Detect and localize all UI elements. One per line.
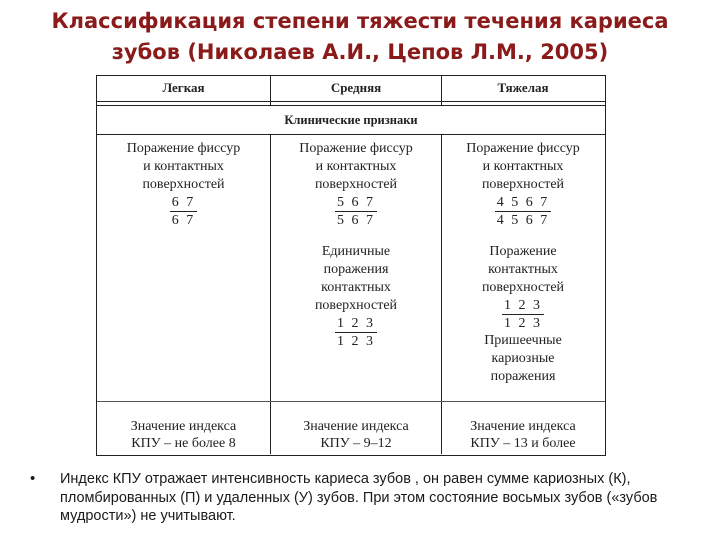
header-severe: Тяжелая (497, 80, 549, 95)
section-row (97, 106, 605, 135)
severe-index: Значение индекса КПУ – 13 и более (470, 419, 576, 451)
table-header-row (97, 76, 605, 102)
mild-cell (97, 135, 271, 401)
header-mild: Легкая (97, 76, 271, 101)
severity-table (96, 75, 606, 456)
mild-teeth-formula: $\frac{6 7}{6 7}$ (171, 195, 196, 228)
mild-index: Значение индекса КПУ – не более 8 (97, 407, 271, 454)
index-row (97, 407, 605, 454)
severe-teeth-formula-2: $\frac{1 2 3}{1 2 3}$ (504, 298, 542, 331)
section-label: Клинические признаки (284, 113, 418, 127)
clinical-signs-row (97, 135, 605, 401)
mild-lesion: Поражение фиссур и контактных поверхностей (126, 141, 241, 192)
slide-title-line-1: Классификация степени тяжести течения кариеса (51, 9, 669, 33)
severe-cell (442, 135, 604, 401)
moderate-index: Значение индекса КПУ – 9–12 (271, 407, 442, 454)
bullet-icon: • (30, 470, 36, 487)
severe-lesion: Поражение фиссур и контактных поверхностей (466, 141, 580, 192)
moderate-teeth-formula: $\frac{5 6 7}{5 6 7}$ (337, 195, 375, 228)
note-text: Индекс КПУ отражает интенсивность кариеса зубов , он равен сумме кариозных (К), пломбированных (П) и удаленных (У) зубов. При этом состояние восьмых зубов («зубов мудрости») не учитывают. (60, 471, 658, 524)
moderate-lesion-2: Единичные поражения контактных поверхностей (314, 244, 398, 313)
header-moderate: Средняя (271, 76, 442, 101)
moderate-cell (271, 135, 442, 401)
slide-title-line-2: зубов (Николаев А.И., Цепов Л.М., 2005) (111, 40, 609, 64)
slide-title (20, 6, 700, 68)
severe-teeth-formula: $\frac{4 5 6 7}{4 5 6 7}$ (496, 195, 550, 228)
moderate-lesion: Поражение фиссур и контактных поверхностей (299, 141, 413, 192)
severe-lesion-3: Пришеечные кариозные поражения (484, 333, 562, 384)
severe-lesion-2: Поражение контактных поверхностей (481, 244, 565, 295)
moderate-teeth-formula-2: $\frac{1 2 3}{1 2 3}$ (337, 316, 375, 349)
